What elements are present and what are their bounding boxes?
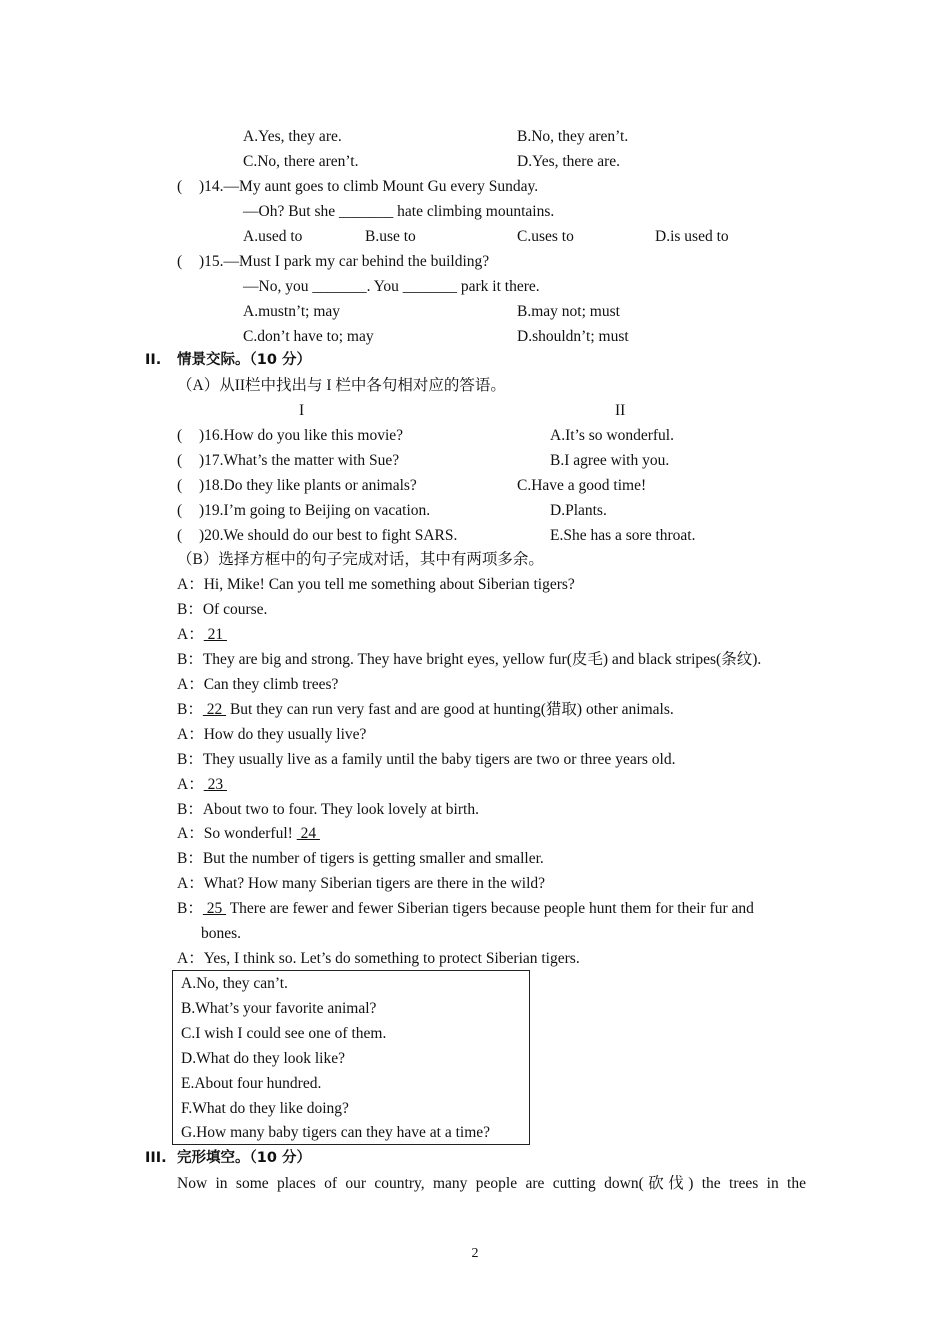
q15-line2: —No, you _______. You _______ park it there. (243, 278, 540, 295)
q14-option-c: C.uses to (517, 228, 574, 245)
blank-23: 23 (203, 776, 227, 793)
match-paren: ( (177, 452, 183, 469)
box-option-g: G.How many baby tigers can they have at a time? (181, 1124, 491, 1141)
column-header-2: II (615, 402, 626, 419)
dialog-speaker: A： (177, 726, 204, 743)
q15-stem: )15.—Must I park my car behind the building? (199, 253, 490, 270)
q15-option-d: D.shouldn’t; must (517, 328, 629, 345)
match-question-17: )17.What’s the matter with Sue? (199, 452, 400, 469)
match-question-16: )16.How do you like this movie? (199, 427, 404, 444)
q13-option-a: A.Yes, they are. (243, 128, 342, 145)
q14-option-a: A.used to (243, 228, 303, 245)
dialog-line (177, 722, 366, 747)
dialog-line (177, 697, 674, 722)
blank-22: 22 (202, 701, 227, 718)
q14-option-d: D.is used to (655, 228, 729, 245)
section3-text (177, 1171, 806, 1196)
section3-title: 完形填空。（10 分） (177, 1150, 311, 1166)
box-option-f: F.What do they like doing? (181, 1100, 349, 1117)
box-option-d: D.What do they look like? (181, 1050, 345, 1067)
match-answer-a: A.It’s so wonderful. (550, 427, 674, 444)
q15-option-a: A.mustn’t; may (243, 303, 341, 320)
dialog-text: What? How many Siberian tigers are there in the wild? (203, 875, 546, 892)
dialog-speaker: B： (177, 900, 203, 917)
dialog-speaker: B： (177, 751, 203, 768)
dialog-speaker: A： (177, 950, 204, 967)
column-header-1: I (299, 402, 305, 419)
dialog-line (177, 672, 338, 697)
dialog-text: But the number of tigers is getting smaller and smaller. (202, 850, 544, 867)
dialog-text: About two to four. They look lovely at birth. (202, 801, 479, 818)
dialog-line (177, 747, 675, 772)
dialog-text: Yes, I think so. Let’s do something to protect Siberian tigers. (203, 950, 580, 967)
dialog-speaker: A： (177, 626, 204, 643)
dialog-speaker: B： (177, 850, 203, 867)
dialog-line (177, 871, 545, 896)
match-answer-b: B.I agree with you. (550, 452, 670, 469)
blank-25: 25 (202, 900, 227, 917)
dialog-speaker: B： (177, 651, 203, 668)
q13-option-c: C.No, there aren’t. (243, 153, 359, 170)
dialog-line (177, 597, 267, 622)
dialog-line (177, 821, 320, 846)
q14-paren: ( (177, 178, 183, 195)
dialog-line (177, 797, 479, 822)
match-paren: ( (177, 427, 183, 444)
dialog-text: There are fewer and fewer Siberian tigers because people hunt them for their fur and (226, 900, 754, 917)
dialog-text: So wonderful! (203, 825, 297, 842)
q15-option-c: C.don’t have to; may (243, 328, 374, 345)
q14-line2: —Oh? But she _______ hate climbing mountains. (243, 203, 555, 220)
dialog-text: Of course. (202, 601, 268, 618)
section2-number: II. (145, 352, 162, 368)
blank-21: 21 (203, 626, 227, 643)
box-option-c: C.I wish I could see one of them. (181, 1025, 387, 1042)
dialog-text: How do they usually live? (203, 726, 367, 743)
dialog-text: Can they climb trees? (203, 676, 339, 693)
section2-partB-instruction: （B）选择方框中的句子完成对话，其中有两项多余。 (177, 551, 544, 568)
dialog-speaker: A： (177, 875, 204, 892)
dialog-speaker: A： (177, 776, 204, 793)
match-question-19: )19.I’m going to Beijing on vacation. (199, 502, 431, 519)
dialog-line (177, 622, 227, 647)
box-option-e: E.About four hundred. (181, 1075, 322, 1092)
q14-stem: )14.—My aunt goes to climb Mount Gu every Sunday. (199, 178, 539, 195)
section2-partA-instruction: （A）从II栏中找出与 I 栏中各句相对应的答语。 (177, 377, 506, 394)
dialog-speaker: B： (177, 801, 203, 818)
page-number: 2 (471, 1246, 479, 1261)
q13-option-d: D.Yes, there are. (517, 153, 621, 170)
dialog-text: They are big and strong. They have bright eyes, yellow fur(皮毛) and black stripes(条纹). (202, 651, 762, 668)
section2-title: 情景交际。（10 分） (177, 352, 311, 368)
q15-paren: ( (177, 253, 183, 270)
dialog-line (177, 572, 575, 597)
dialog-line (177, 647, 761, 672)
dialog-text: But they can run very fast and are good at hunting(猎取) other animals. (226, 701, 674, 718)
match-answer-e: E.She has a sore throat. (550, 527, 696, 544)
dialog-line (177, 772, 227, 797)
dialog-speaker: A： (177, 676, 204, 693)
dialog-text: They usually live as a family until the baby tigers are two or three years old. (202, 751, 676, 768)
dialog-speaker: A： (177, 825, 204, 842)
section3-number: III. (145, 1150, 167, 1166)
q13-option-b: B.No, they aren’t. (517, 128, 629, 145)
dialog-speaker: B： (177, 601, 203, 618)
dialog-line (177, 846, 544, 871)
box-option-a: A.No, they can’t. (181, 975, 288, 992)
dialog-line-continuation: bones. (201, 925, 242, 942)
match-paren: ( (177, 477, 183, 494)
dialog-speaker: A： (177, 576, 204, 593)
match-answer-d: D.Plants. (550, 502, 607, 519)
match-question-18: )18.Do they like plants or animals? (199, 477, 417, 494)
match-question-20: )20.We should do our best to fight SARS. (199, 527, 458, 544)
section3-text-content: Now in some places of our country, many people are cutting down(砍伐) the trees in the (177, 1175, 806, 1192)
match-paren: ( (177, 502, 183, 519)
q14-option-b: B.use to (365, 228, 416, 245)
blank-24: 24 (296, 825, 320, 842)
dialog-line (177, 896, 754, 921)
match-paren: ( (177, 527, 183, 544)
match-answer-c: C.Have a good time! (517, 477, 647, 494)
box-option-b: B.What’s your favorite animal? (181, 1000, 377, 1017)
q15-option-b: B.may not; must (517, 303, 620, 320)
dialog-text: Hi, Mike! Can you tell me something about Siberian tigers? (203, 576, 575, 593)
dialog-line (177, 946, 580, 971)
dialog-speaker: B： (177, 701, 203, 718)
